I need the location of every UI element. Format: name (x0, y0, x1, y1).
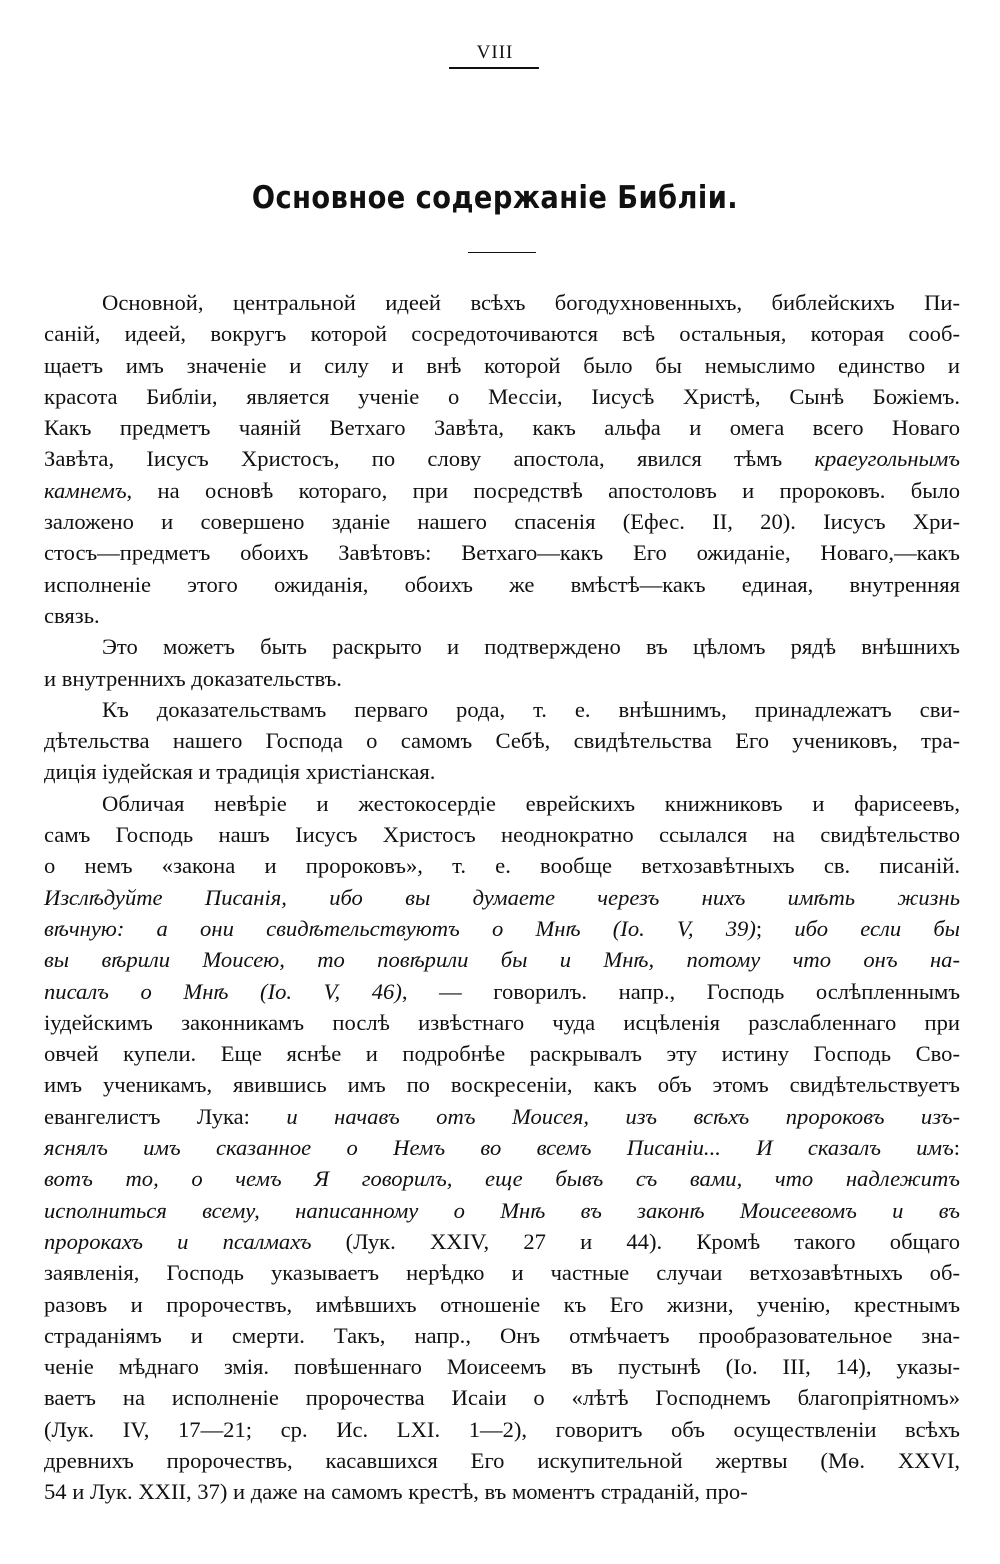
title-rule (468, 252, 536, 253)
text-line (44, 600, 960, 631)
text-run: овчей купели. Еще яснѣе и подробнѣе раскрывалъ эту истину Господь Сво- (44, 1041, 960, 1067)
text-line (44, 882, 960, 913)
text-line (44, 350, 960, 381)
text-line (44, 1289, 960, 1320)
text-run: саній, идеей, вокругъ которой сосредоточиваются всѣ остальныя, которая сооб- (44, 321, 960, 347)
text-run: іудейскимъ законникамъ послѣ извѣстнаго чуда исцѣленія разслабленнаго при (44, 1009, 960, 1035)
text-run: (Лук. XXIV, 27 и 44). Кромѣ такого общаго (311, 1228, 960, 1254)
text-run: , — говорилъ. напр., Господь ослѣпленнымъ (401, 978, 961, 1004)
italic-quote: вотъ то, о чемъ Я говорилъ, еще бывъ съ вами, что надлежитъ (44, 1166, 960, 1192)
text-run: связь. (44, 602, 100, 628)
italic-quote: вѣчную: а они свидѣтельствуютъ о Мнѣ (Іо. V, 39) (44, 915, 756, 941)
text-run: о немъ «закона и пророковъ», т. е. вообще ветхозавѣтныхъ св. писаній. (44, 853, 960, 879)
italic-quote: краеугольнымъ (814, 446, 960, 472)
text-run: ваетъ на исполненіе пророчества Исаіи о «лѣтѣ Господнемъ благопріятномъ» (44, 1385, 960, 1411)
text-line (44, 819, 960, 850)
paragraph (44, 631, 960, 694)
text-run: дѣтельства нашего Господа о самомъ Себѣ, свидѣтельства Его учениковъ, тра- (44, 728, 960, 754)
text-run: 54 и Лук. XXII, 37) и даже на самомъ крестѣ, въ моментъ страданій, про- (44, 1479, 748, 1505)
text-line (44, 1351, 960, 1382)
text-run: красота Библіи, является ученіе о Мессіи, Іисусѣ Христѣ, Сынѣ Божіемъ. (44, 383, 960, 409)
italic-quote: и начавъ отъ Моисея, изъ всѣхъ пророковъ изъ- (286, 1103, 960, 1129)
text-run: Къ доказательствамъ перваго рода, т. е. внѣшнимъ, принадлежатъ сви- (102, 696, 960, 722)
text-line (44, 1226, 960, 1257)
text-line (44, 1476, 960, 1507)
text-line (44, 976, 960, 1007)
text-run: (Лук. IV, 17—21; ср. Ис. LXI. 1—2), говоритъ объ осуществленіи всѣхъ (44, 1416, 960, 1442)
text-run: исполненіе этого ожиданія, обоихъ же вмѣстѣ—какъ единая, внутренняя (44, 571, 960, 597)
body-text (44, 287, 960, 1508)
page-number: VIII (476, 42, 514, 63)
paragraph (44, 788, 960, 1508)
italic-quote: камнемъ (44, 477, 127, 503)
text-line (44, 663, 960, 694)
text-run: и внутреннихъ доказательствъ. (44, 665, 342, 691)
text-run: Какъ предметъ чаяній Ветхаго Завѣта, какъ альфа и омега всего Новаго (44, 415, 960, 441)
italic-quote: пророкахъ и псалмахъ (44, 1228, 312, 1254)
paragraph (44, 694, 960, 788)
text-line (44, 1163, 960, 1194)
italic-quote: Изслѣдуйте Писанія, ибо вы думаете черезъ нихъ имѣть жизнь (44, 884, 960, 910)
text-run: Это можетъ быть раскрыто и подтверждено въ цѣломъ рядѣ внѣшнихъ (102, 634, 960, 660)
italic-quote: ибо если бы (794, 915, 960, 941)
page-title: Основное содержаніе Библіи. (251, 180, 739, 216)
text-line (44, 1101, 960, 1132)
text-run: ; (755, 915, 795, 941)
text-run: , на основѣ котораго, при посредствѣ апостоловъ и пророковъ. было (126, 477, 960, 503)
text-line (44, 318, 960, 349)
text-line (44, 1195, 960, 1226)
italic-quote: исполниться всему, написанному о Мнѣ въ законѣ Моисеевомъ и въ (44, 1197, 960, 1223)
text-run: щаетъ имъ значеніе и силу и внѣ которой было бы немыслимо единство и (44, 352, 960, 378)
italic-quote: яснялъ имъ сказанное о Немъ во всемъ Писаніи... И сказалъ имъ (44, 1135, 954, 1161)
text-run: Основной, центральной идеей всѣхъ богодухновенныхъ, библейскихъ Пи- (102, 290, 960, 315)
text-run: самъ Господь нашъ Іисусъ Христосъ неоднократно ссылался на свидѣтельство (44, 822, 960, 848)
header-rule (449, 67, 539, 69)
text-run: Обличая невѣріе и жестокосердіе еврейскихъ книжниковъ и фарисеевъ, (102, 790, 960, 816)
text-line (44, 725, 960, 756)
italic-quote: писалъ о Мнѣ (Іо. V, 46) (44, 978, 402, 1004)
text-line (44, 1414, 960, 1445)
text-run: стосъ—предметъ обоихъ Завѣтовъ: Ветхаго—какъ Его ожиданіе, Новаго,—какъ (44, 540, 960, 566)
text-run: страданіямъ и смерти. Такъ, напр., Онъ отмѣчаетъ прообразовательное зна- (44, 1322, 960, 1348)
text-run: древнихъ пророчествъ, касавшихся Его искупительной жертвы (Мѳ. XXVI, (44, 1447, 960, 1473)
text-line (44, 381, 960, 412)
text-line (44, 694, 960, 725)
text-line (44, 631, 960, 662)
text-line (44, 412, 960, 443)
text-line (44, 1320, 960, 1351)
text-line (44, 443, 960, 474)
text-line (44, 1038, 960, 1069)
text-run: : (953, 1135, 960, 1161)
text-line (44, 537, 960, 568)
text-run: заложено и совершено зданіе нашего спасенія (Ефес. II, 20). Іисусъ Хри- (44, 509, 960, 535)
text-line (44, 475, 960, 506)
text-run: ченіе мѣднаго змія. повѣшеннаго Моисеемъ въ пустынѣ (Іо. III, 14), указы- (44, 1354, 960, 1380)
text-line (44, 1132, 960, 1163)
italic-quote: вы вѣрили Моисею, то повѣрили бы и Мнѣ, потому что онъ на- (44, 947, 960, 973)
text-line (44, 788, 960, 819)
text-line (44, 287, 960, 318)
text-line (44, 1445, 960, 1476)
text-run: имъ ученикамъ, явившись имъ по воскресеніи, какъ объ этомъ свидѣтельствуетъ (44, 1072, 960, 1098)
text-run: Завѣта, Іисусъ Христосъ, по слову апостола, явился тѣмъ (44, 446, 815, 472)
text-line (44, 1069, 960, 1100)
text-line (44, 756, 960, 787)
text-line (44, 913, 960, 944)
text-run: диція іудейская и традиція христіанская. (44, 759, 436, 785)
text-line (44, 944, 960, 975)
text-run: заявленія, Господь указываетъ нерѣдко и частные случаи ветхозавѣтныхъ об- (44, 1260, 960, 1286)
text-line (44, 850, 960, 881)
paragraph (44, 287, 960, 631)
text-line (44, 1382, 960, 1413)
text-line (44, 569, 960, 600)
text-line (44, 1257, 960, 1288)
text-run: евангелистъ Лука: (44, 1103, 287, 1129)
text-line (44, 506, 960, 537)
text-run: разовъ и пророчествъ, имѣвшихъ отношеніе къ Его жизни, ученію, крестнымъ (44, 1291, 960, 1317)
text-line (44, 1007, 960, 1038)
